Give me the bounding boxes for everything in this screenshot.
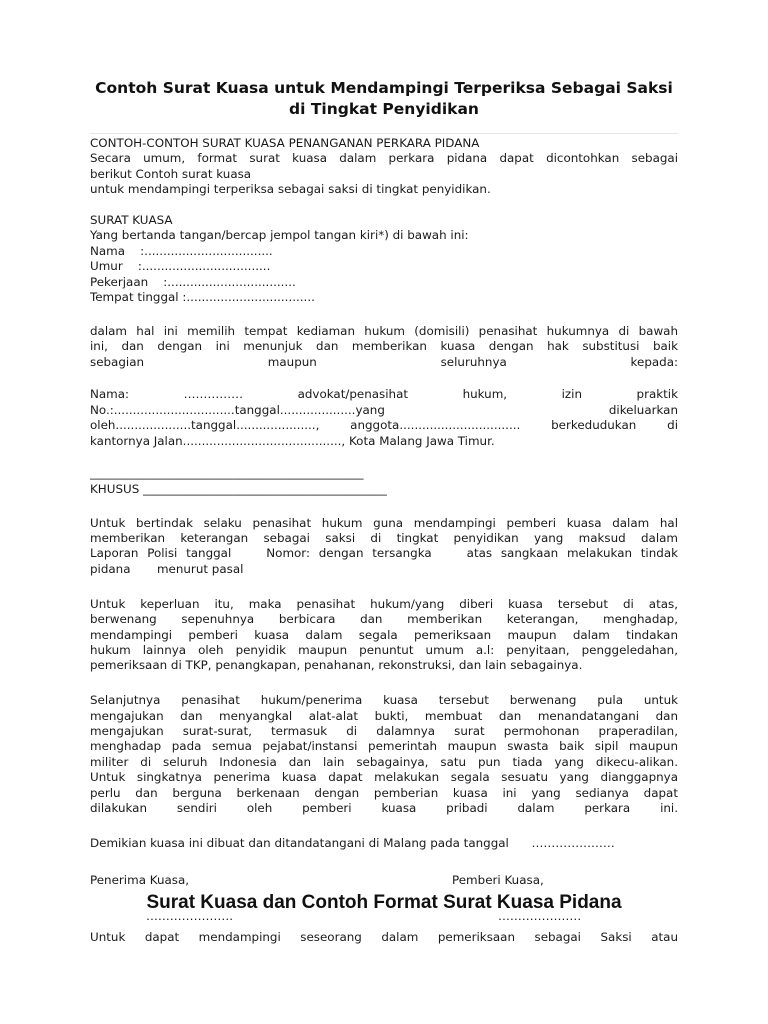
field-umur: Umur :.................................. <box>90 259 271 274</box>
advokat-line-3: oleh....................tanggal....................., anggota................................ berkedudukan di <box>90 418 678 433</box>
khusus-line: KHUSUS _________________________________________ <box>90 481 387 496</box>
field-tempat-tinggal: Tempat tinggal :.................................. <box>90 290 315 305</box>
title-line-1: Contoh Surat Kuasa untuk Mendampingi Terperiksa Sebagai Saksi <box>95 79 673 97</box>
para2-line-3: mendampingi pemberi kuasa dalam segala pemeriksaan maupun dalam tindakan <box>90 627 678 642</box>
para3-line-6: Untuk singkatnya penerima kuasa dapat melakukan segala sesuatu yang dianggapnya <box>90 770 678 785</box>
penerima-signature-line: …………………. <box>146 909 234 924</box>
para3-line-8: dilakukan sendiri oleh pemberi kuasa pribadi dalam perkara ini. <box>90 800 678 815</box>
intro-line-1: Secara umum, format surat kuasa dalam perkara pidana dapat dicontohkan sebagai <box>90 151 678 166</box>
title-line-2: di Tingkat Penyidikan <box>289 100 479 118</box>
pemberi-kuasa-label: Pemberi Kuasa, <box>452 872 544 887</box>
document-title <box>60 78 708 120</box>
para3-line-2: mengajukan dan menyangkal alat-alat bukti, membuat dan menandatangani dan <box>90 708 678 723</box>
section-heading: Surat Kuasa dan Contoh Format Surat Kuasa Pidana <box>146 892 622 913</box>
para1-line-1: Untuk bertindak selaku penasihat hukum guna mendampingi pemberi kuasa dalam hal <box>90 515 678 530</box>
para3-line-5: militer di seluruh Indonesia dan lain sebagainya, satu pun tiada yang dikecu-alikan. <box>90 754 678 769</box>
document-body <box>90 136 678 925</box>
signer-intro: Yang bertanda tangan/bercap jempol tangan kiri*) di bawah ini: <box>90 228 469 243</box>
closing-line: Demikian kuasa ini dibuat dan ditandatangani di Malang pada tanggal ………………… <box>90 835 615 850</box>
domisili-line-3: sebagian maupun seluruhnya kepada: <box>90 354 678 369</box>
para2-line-2: berwenang sepenuhnya berbicara dan memberikan keterangan, menghadap, <box>90 612 678 627</box>
final-paragraph <box>90 930 678 945</box>
para3-line-7: perlu dan berguna berkenaan dengan pemberian kuasa ini yang sedianya dapat <box>90 785 678 800</box>
para3-line-4: menghadap pada semua pejabat/instansi pemerintah maupun swasta baik sipil maupun <box>90 739 678 754</box>
surat-kuasa-label: SURAT KUASA <box>90 213 173 228</box>
advokat-line-1: Nama: …………… advokat/penasihat hukum, izin praktik <box>90 387 678 402</box>
para1-line-3: Laporan Polisi tanggal Nomor: dengan tersangka atas sangkaan melakukan tindak <box>90 546 678 561</box>
field-nama: Nama :.................................. <box>90 243 273 258</box>
para2-line-1: Untuk keperluan itu, maka penasihat hukum/yang diberi kuasa tersebut di atas, <box>90 596 678 611</box>
domisili-line-2: ini, dan dengan ini menunjuk dan memberikan kuasa dengan hak substitusi baik <box>90 339 678 354</box>
pemberi-signature-line: ………………… <box>498 909 582 924</box>
signature-labels <box>90 873 678 888</box>
para2-line-5: pemeriksaan di TKP, penangkapan, penahanan, rekonstruksi, dan lain sebagainya. <box>90 658 583 673</box>
advokat-line-2: No.:................................tanggal....................yang dikeluarkan <box>90 402 678 417</box>
separator-line: ______________________________________________ <box>90 466 364 481</box>
para1-line-4: pidana menurut pasal <box>90 561 244 576</box>
advokat-line-4: kantornya Jalan.........................................., Kota Malang Jawa Timur. <box>90 433 495 448</box>
title-divider <box>90 133 678 134</box>
para3-line-3: mengajukan surat-surat, termasuk di dalamnya surat permohonan praperadilan, <box>90 723 678 738</box>
para3-line-1: Selanjutnya penasihat hukum/penerima kuasa tersebut berwenang pula untuk <box>90 693 678 708</box>
domisili-line-1: dalam hal ini memilih tempat kediaman hukum (domisili) penasihat hukumnya di bawah <box>90 323 678 338</box>
final-line-1: Untuk dapat mendampingi seseorang dalam pemeriksaan sebagai Saksi atau <box>90 930 678 944</box>
intro-line-3: untuk mendampingi terperiksa sebagai saksi di tingkat penyidikan. <box>90 182 491 197</box>
penerima-kuasa-label: Penerima Kuasa, <box>90 872 190 887</box>
intro-line-2: berikut Contoh surat kuasa <box>90 166 252 181</box>
intro-heading: CONTOH-CONTOH SURAT KUASA PENANGANAN PERKARA PIDANA <box>90 136 480 150</box>
field-pekerjaan: Pekerjaan :.................................. <box>90 274 296 289</box>
para2-line-4: hukum lainnya oleh penyidik maupun penuntut umum a.l: penyitaan, penggeledahan, <box>90 642 678 657</box>
para1-line-2: memberikan keterangan sebagai saksi di tingkat penyidikan yang maksud dalam <box>90 531 678 546</box>
